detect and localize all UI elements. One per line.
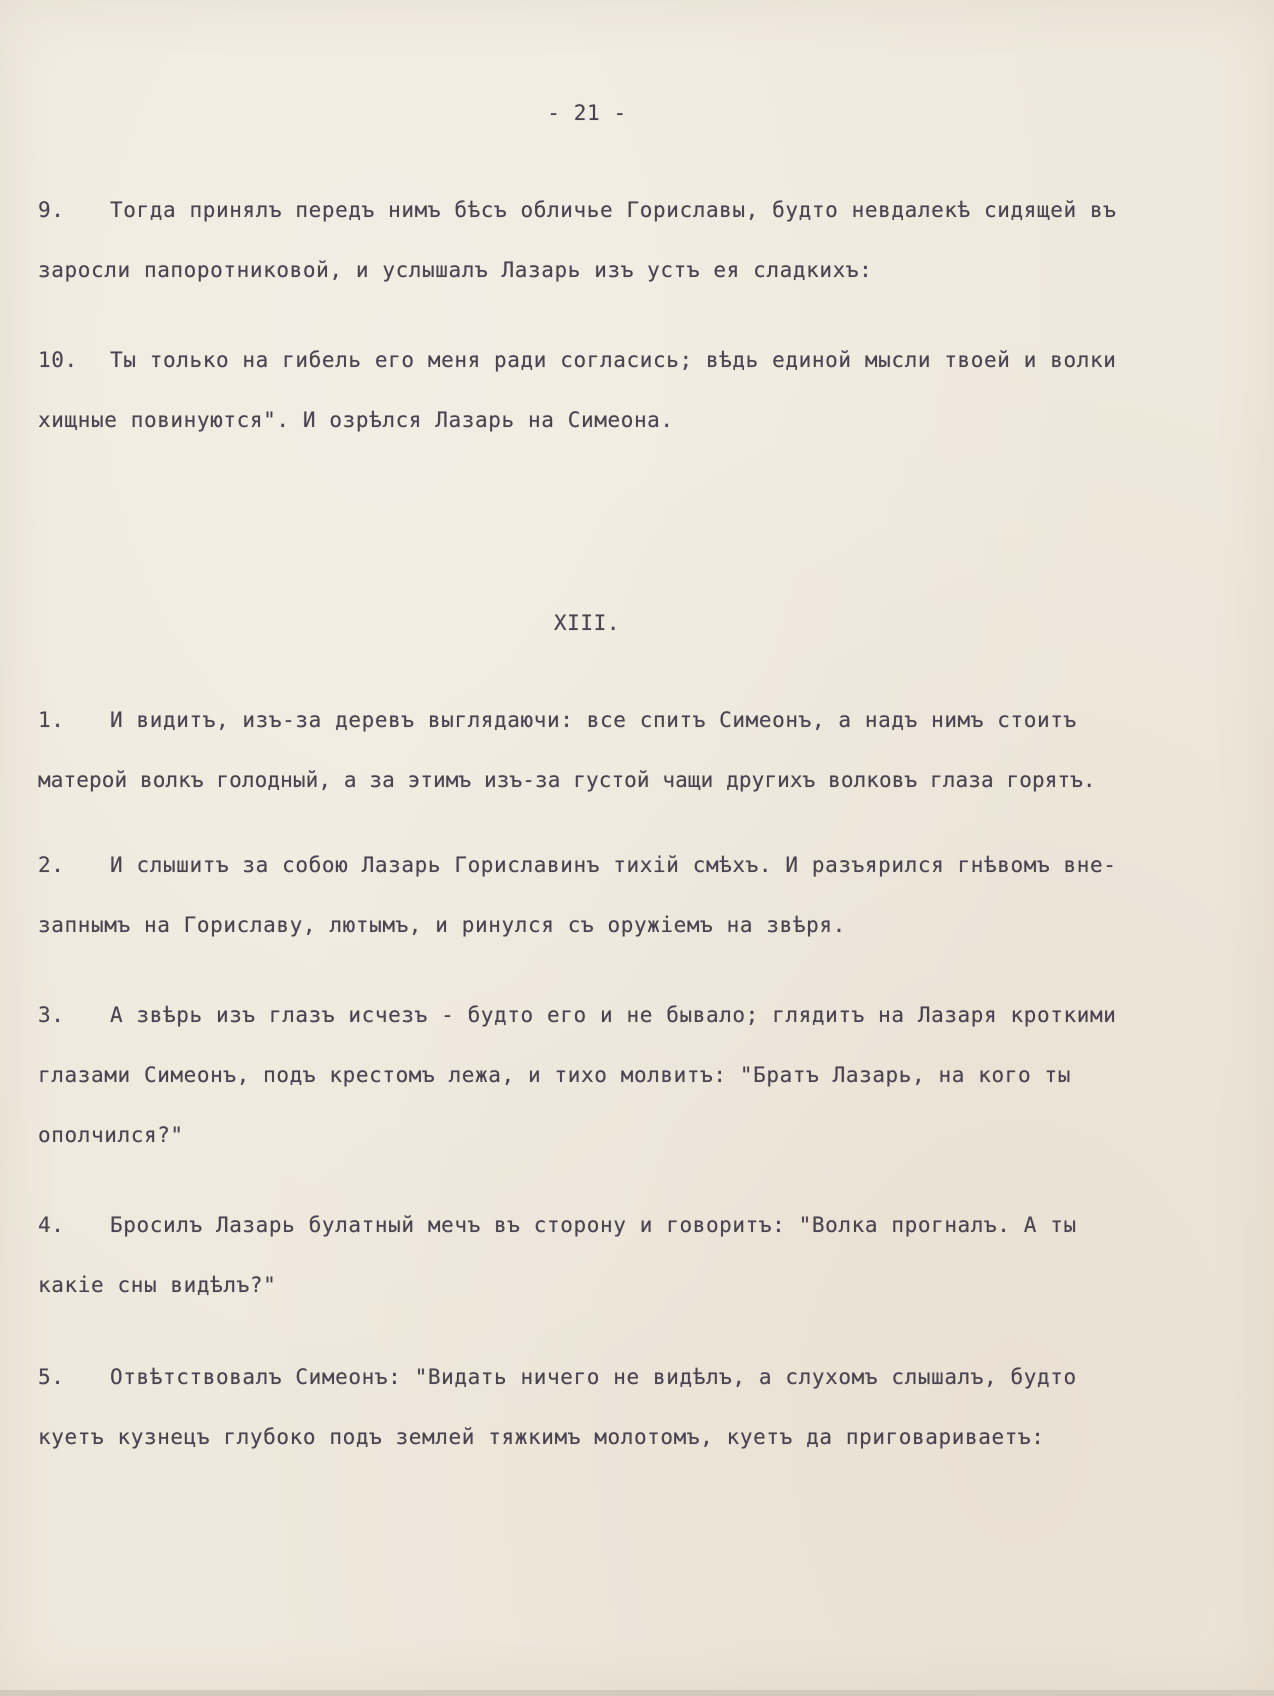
paragraph-1-line-2: матерой волкъ голодный, а за этимъ изъ-за густой чащи другихъ волковъ глаза горятъ. — [38, 768, 1096, 792]
paragraph-10-line-2: хищные повинуются". И озрѣлся Лазарь на Симеона. — [38, 408, 674, 432]
paragraph-number: 2. — [38, 853, 65, 877]
paragraph-text: И слышитъ за собою Лазарь Гориславинъ тихiй смѣхъ. И разъярился гнѣвомъ вне- — [110, 853, 1117, 877]
paragraph-1-line-1 — [38, 708, 1077, 732]
paragraph-number: 10. — [38, 348, 78, 372]
paragraph-text: И видитъ, изъ-за деревъ выглядаючи: все спитъ Симеонъ, а надъ нимъ стоитъ — [110, 708, 1077, 732]
paragraph-text: Отвѣтствовалъ Симеонъ: "Видать ничего не видѣлъ, а слухомъ слышалъ, будто — [110, 1365, 1077, 1389]
paragraph-text: Тогда принялъ передъ нимъ бѣсъ обличье Гориславы, будто невдалекѣ сидящей въ — [110, 198, 1117, 222]
paragraph-number: 1. — [38, 708, 65, 732]
paragraph-text: А звѣрь изъ глазъ исчезъ - будто его и не бывало; глядитъ на Лазаря кроткими — [110, 1003, 1117, 1027]
paragraph-10-line-1 — [38, 348, 1116, 372]
paragraph-3-line-3: ополчился?" — [38, 1123, 184, 1147]
paragraph-2-line-2: запнымъ на Гориславу, лютымъ, и ринулся съ оружiемъ на звѣря. — [38, 913, 846, 937]
paragraph-number: 3. — [38, 1003, 65, 1027]
page-number: - 21 - — [547, 101, 627, 125]
paragraph-text: Ты только на гибель его меня ради согласись; вѣдь единой мысли твоей и волки — [110, 348, 1117, 372]
paragraph-9-line-1 — [38, 198, 1116, 222]
paragraph-number: 9. — [38, 198, 65, 222]
paragraph-5-line-1 — [38, 1365, 1077, 1389]
paragraph-4-line-1 — [38, 1213, 1077, 1237]
paragraph-number: 5. — [38, 1365, 65, 1389]
page-bottom-edge — [0, 1690, 1274, 1696]
paragraph-5-line-2: куетъ кузнецъ глубоко подъ землей тяжкимъ молотомъ, куетъ да приговариваетъ: — [38, 1425, 1045, 1449]
paragraph-text: Бросилъ Лазарь булатный мечъ въ сторону и говоритъ: "Волка прогналъ. А ты — [110, 1213, 1077, 1237]
paragraph-9-line-2: заросли папоротниковой, и услышалъ Лазарь изъ устъ ея сладкихъ: — [38, 258, 873, 282]
paragraph-4-line-2: какiе сны видѣлъ?" — [38, 1273, 277, 1297]
paragraph-3-line-2: глазами Симеонъ, подъ крестомъ лежа, и тихо молвитъ: "Братъ Лазарь, на кого ты — [38, 1063, 1071, 1087]
paragraph-2-line-1 — [38, 853, 1116, 877]
paragraph-3-line-1 — [38, 1003, 1116, 1027]
section-heading: XIII. — [553, 611, 621, 635]
paragraph-number: 4. — [38, 1213, 65, 1237]
